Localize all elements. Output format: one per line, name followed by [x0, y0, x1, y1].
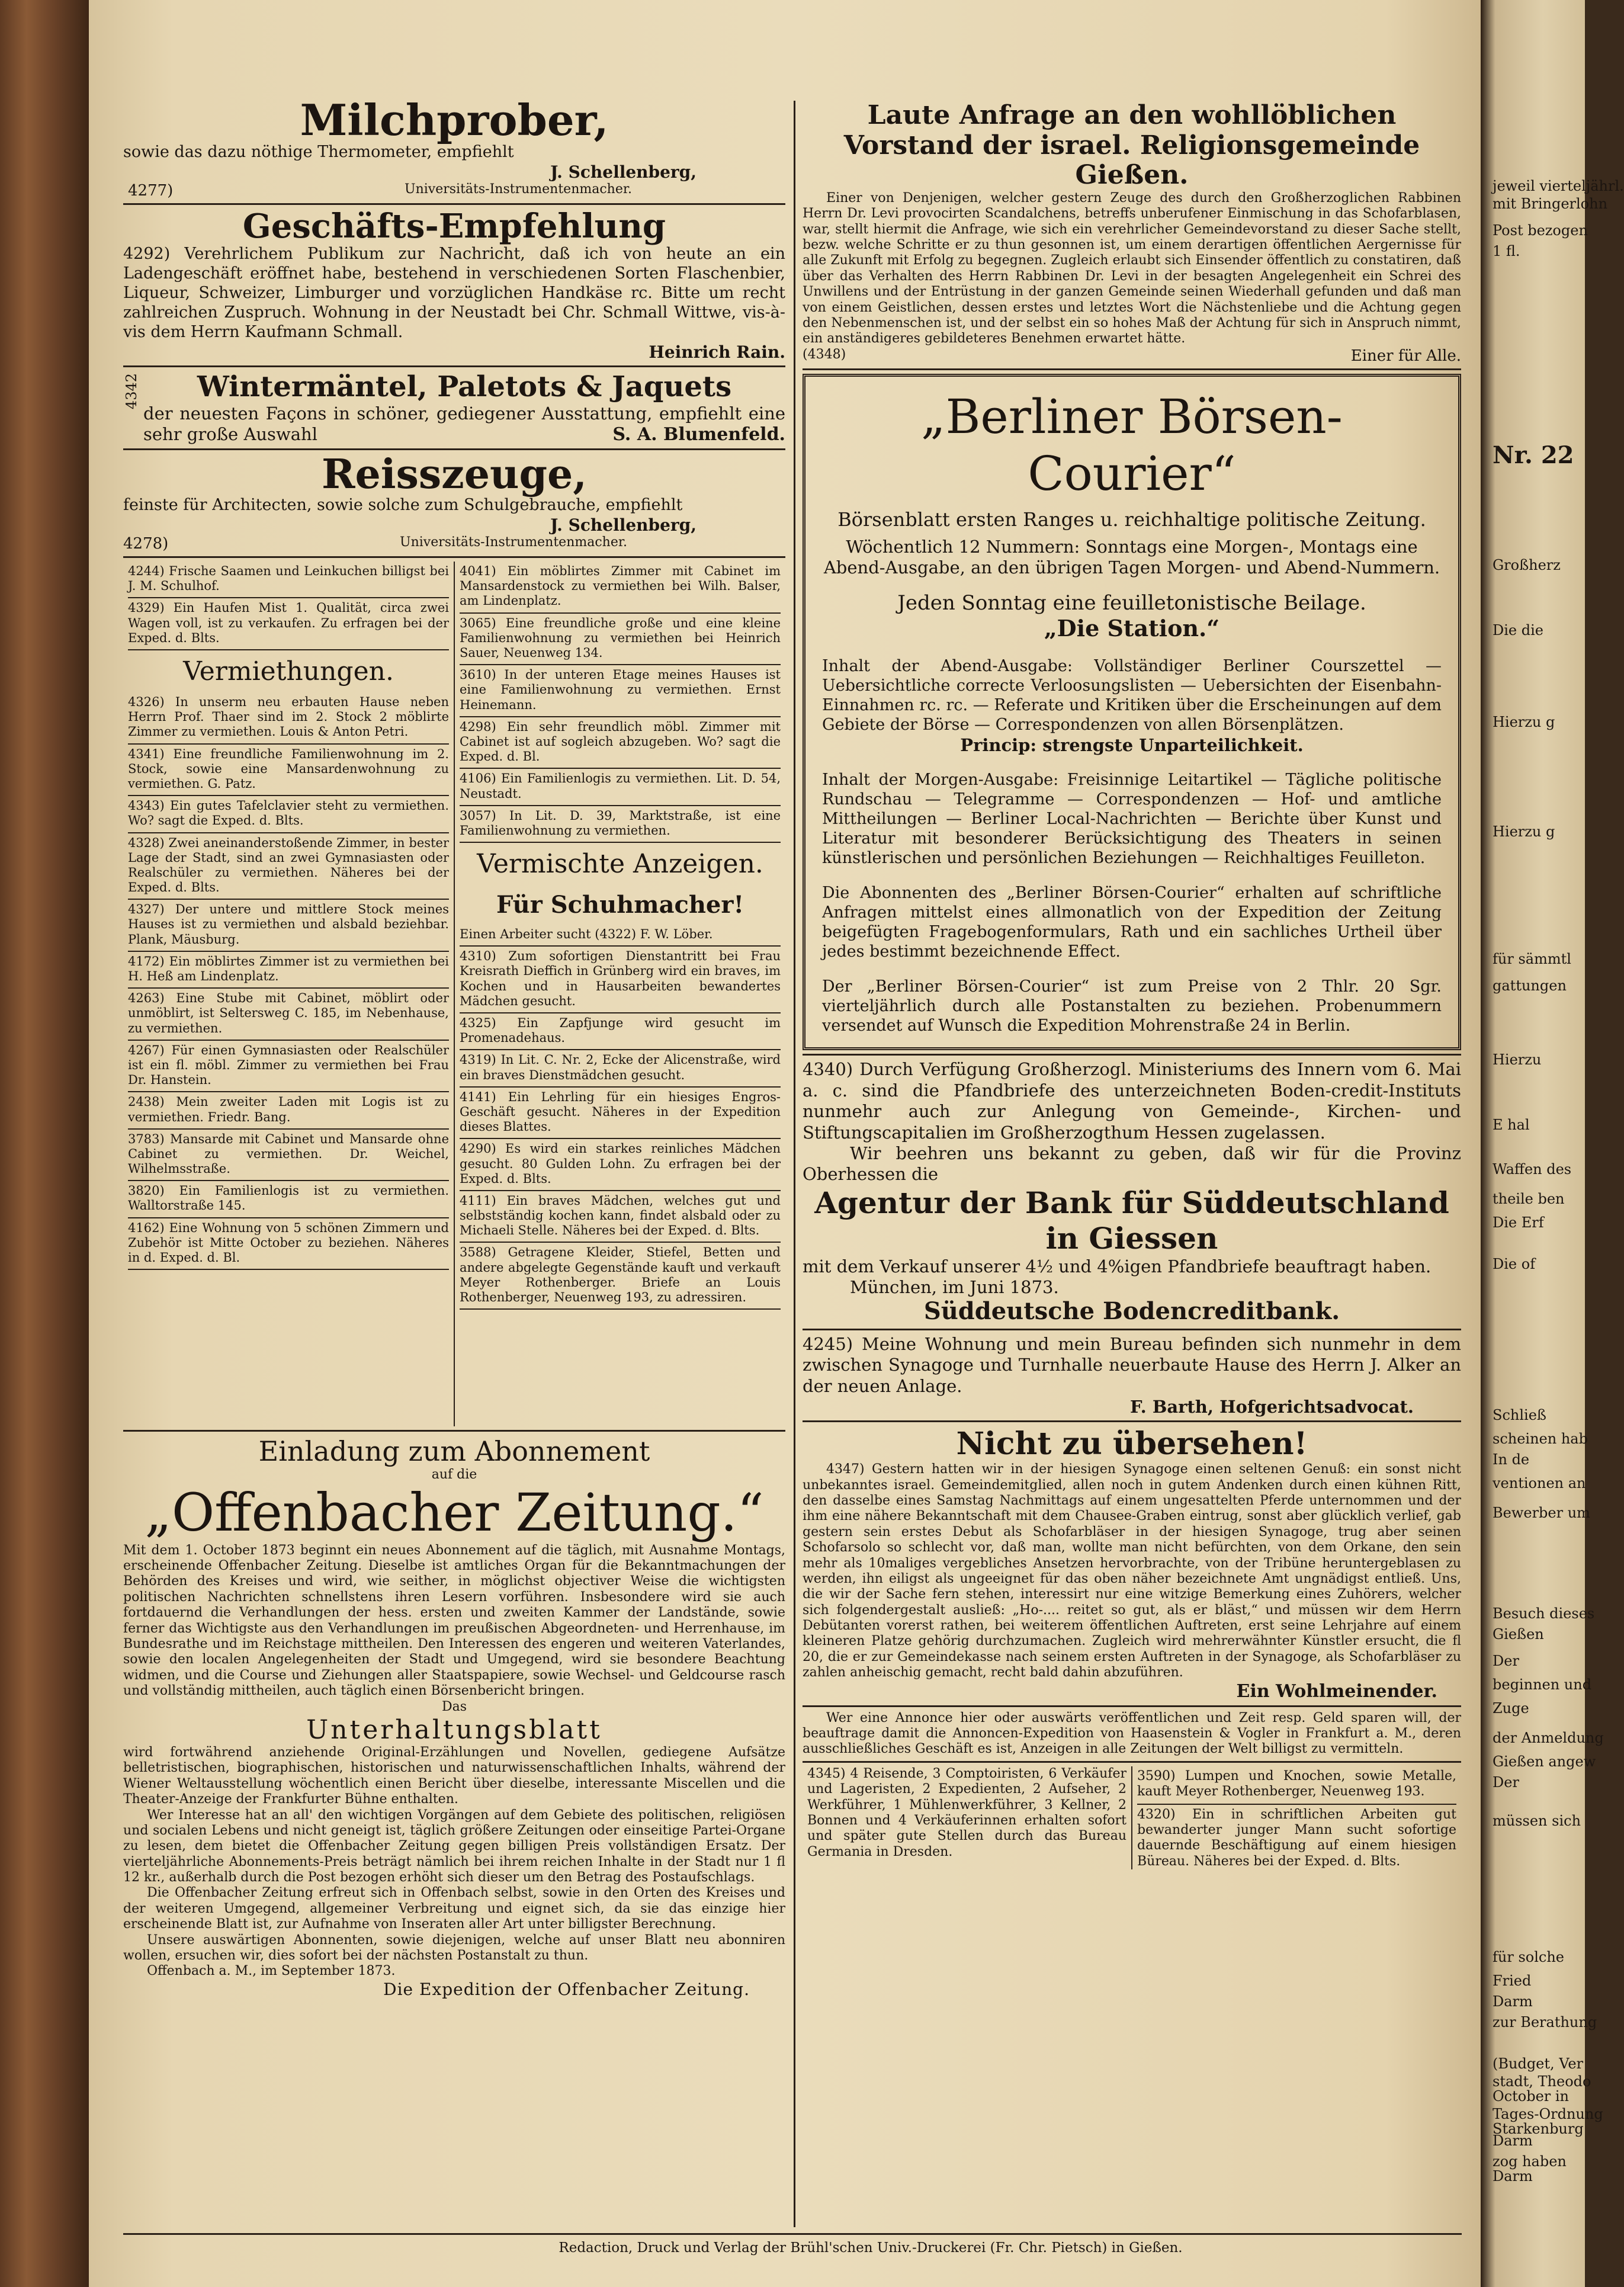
reiss-sub: Universitäts-Instrumentenmacher. [400, 535, 627, 550]
right-column [803, 101, 1461, 1869]
pfand-date: München, im Juni 1873. [850, 1277, 1059, 1298]
geschaefts-name: Heinrich Rain. [649, 342, 785, 362]
geschaefts-title: Geschäfts-Empfehlung [242, 206, 666, 246]
small-ad: 4343) Ein gutes Tafelclavier steht zu vermiethen. Wo? sagt die Exped. d. Blts. [128, 796, 449, 833]
small-ad: 4341) Eine freundliche Familienwohnung im 2. Stock, sowie eine Mansardenwohnung zu vermiethen. G. Patz. [128, 745, 449, 797]
fragment-line: müssen sich [1493, 1813, 1581, 1829]
einladung-paper: „Offenbacher Zeitung.“ [145, 1482, 764, 1544]
fragment-line: Schließ [1493, 1407, 1546, 1423]
boersen-weekly: Wöchentlich 12 Nummern: Sonntags eine Morgen-, Montags eine Abend-Ausgabe, an den übrigen Tagen Morgen- und Abend-Nummern. [823, 536, 1440, 578]
fragment-line: Bewerber um [1493, 1505, 1590, 1521]
einladung-ad [123, 1435, 785, 1999]
small-ad: 4141) Ein Lehrling für ein hiesiges Engros-Geschäft gesucht. Näheres in der Expedition dieses Blattes. [460, 1088, 781, 1140]
fragment-line: Darm [1493, 1993, 1533, 2010]
fragment-line: October in [1493, 2088, 1570, 2105]
milch-sub: Universitäts-Instrumentenmacher. [405, 181, 632, 197]
einladung-p2: wird fortwährend anziehende Original-Erzählungen und Novellen, gediegene Aufsätze belletristischen, biographischen, historischen und naturwissenschaftlichen Inhalts, während der Wiener Weltausstellung wöchentlich einen Bericht über dieselbe, interessante Miscellen und die Theater-Anzeige der Frankfurter Bühne enthalten. [123, 1744, 785, 1807]
milch-name: J. Schellenberg, [550, 162, 697, 182]
pfand-text3: mit dem Verkauf unserer 4½ und 4%igen Pfandbriefe beauftragt haben. [803, 1256, 1432, 1276]
fragment-line: Gießen [1493, 1626, 1544, 1643]
boersen-ad [803, 374, 1461, 1051]
anfrage-title: Laute Anfrage an den wohllöblichen Vorstand der israel. Religionsgemeinde Gießen. [843, 100, 1420, 191]
barth-ad [803, 1334, 1461, 1417]
fragment-line: 1 fl. [1493, 243, 1520, 259]
pfand-ad [803, 1059, 1461, 1325]
fragment-line: Die Erf [1493, 1214, 1544, 1231]
nicht-sign: Ein Wohlmeinender. [1236, 1680, 1437, 1702]
fragment-line: für solche [1493, 1949, 1564, 1965]
fragment-line: Die die [1493, 622, 1543, 639]
small-ad: 4111) Ein braves Mädchen, welches gut und selbstständig kochen kann, findet alsbald oder zu Michaeli Stelle. Näheres bei der Exped. d. Blts. [460, 1191, 781, 1243]
fragment-line: Die of [1493, 1256, 1536, 1272]
small-ad: 4298) Ein sehr freundlich möbl. Zimmer mit Cabinet ist auf sogleich abzugeben. Wo? sagt die Exped. d. Bl. [460, 717, 781, 769]
adjacent-page-fragment [1481, 0, 1624, 2287]
milch-title: Milchprober, [300, 95, 609, 145]
boersen-sunday: Jeden Sonntag eine feuilletonistische Beilage. [897, 591, 1366, 615]
fragment-line: gattungen [1493, 977, 1567, 994]
footer-divider [123, 2233, 1462, 2235]
small-ad: 4326) In unserm neu erbauten Hause neben Herrn Prof. Thaer sind im 2. Stock 2 möblirte Zimmer zu vermiethen. Louis & Anton Petri. [128, 692, 449, 745]
fragment-line: Hierzu g [1493, 823, 1555, 840]
fragment-line: Fried [1493, 1972, 1532, 1989]
small-ad: Vermischte Anzeigen. [477, 849, 763, 880]
boersen-princip: Princip: strengste Unparteilichkeit. [960, 735, 1304, 756]
einladung-sub: auf die [431, 1467, 477, 1483]
bottom-right-ad-1: 3590) Lumpen und Knochen, sowie Metalle, kauft Meyer Rothenberger, Neuenweg 193. [1137, 1766, 1456, 1805]
reiss-name: J. Schellenberg, [550, 515, 697, 535]
small-ad: 4327) Der untere und mittlere Stock meines Hauses ist zu vermiethen und alsbald beziehbar. Plank, Mäusburg. [128, 900, 449, 952]
fragment-line: theile ben [1493, 1191, 1565, 1207]
small-ads-grid [123, 562, 785, 1426]
anfrage-text: Einer von Denjenigen, welcher gestern Zeuge des durch den Großherzoglichen Rabbinen Herrn Dr. Levi provocirten Scandalchens, betreffs unberufener Einmischung in das Schofarblasen, war, stellt hiermit die Anfrage, wie sich ein verehrlicher Gemeindevorstand zu dieser Sache stellt, bezw. welche Schritte er zu thun gesonnen ist, um einem derartigen öffentlichen Aergernisse für alle Zukunft mit Erfolg zu begegnen. Zugleich erlaubt sich Einsender öffentlich zu constatiren, daß über das Verhalten des Herrn Rabbinen Dr. Levi in der besagten Angelegenheit ein Schrei des Unwillens und der Entrüstung in der ganzen Gemeinde seinen Wiederhall gefunden und daß man von einem Geistlichen, dessen erstes und letztes Wort die Nächstenliebe und die Achtung gegen den Nebenmenschen ist, und der selbst ein so hohes Maß der Achtung für sich in Anspruch nimmt, ein anständigeres gebildeteres Benehmen erwartet hätte. [803, 190, 1461, 347]
fragment-line: der Anmeldung [1493, 1730, 1604, 1746]
imprint-footer: Redaction, Druck und Verlag der Brühl'schen Univ.-Druckerei (Fr. Chr. Pietsch) in Gießen. [559, 2240, 1183, 2256]
einladung-das: Das [441, 1699, 467, 1714]
bottom-left-ad: 4345) 4 Reisende, 3 Comptoiristen, 6 Verkäufer und Lageristen, 2 Expedienten, 2 Aufseher, 2 Werkführer, 1 Mühlenwerkführer, 3 Kellner, 2 Bonnen und 4 Verkäuferinnen erhalten sofort und später gute Stellen durch das Bureau Germania in Dresden. [807, 1766, 1126, 1859]
book-binding [0, 0, 89, 2287]
fragment-line: Post bezogen [1493, 222, 1588, 239]
fragment-line: mit Bringerlohn [1493, 195, 1608, 212]
reiss-ad [123, 450, 785, 553]
boersen-title: „Berliner Börsen-Courier“ [921, 389, 1343, 501]
small-ad: 4329) Ein Haufen Mist 1. Qualität, circa zwei Wagen voll, ist zu verkaufen. Zu erfragen bei der Exped. d. Blts. [128, 598, 449, 650]
pfand-text: 4340) Durch Verfügung Großherzogl. Ministeriums des Innern vom 6. Mai a. c. sind die Pfandbriefe des unterzeichneten Boden-credit-Instituts nunmehr auch zur Anlegung von Gemeinde-, Kirchen- und Stiftungscapitalien im Großherzogthum Hessen zugelassen. [803, 1059, 1461, 1143]
bottom-right-ads [1131, 1766, 1461, 1869]
fragment-line: Hierzu [1493, 1051, 1542, 1068]
small-ad: 4162) Eine Wohnung von 5 schönen Zimmern und Zubehör ist Mitte October zu beziehen. Näheres in d. Exped. d. Bl. [128, 1218, 449, 1271]
small-ad: 4172) Ein möblirtes Zimmer ist zu vermiethen bei H. Heß am Lindenplatz. [128, 952, 449, 989]
boersen-morgen: Inhalt der Morgen-Ausgabe: Freisinnige Leitartikel — Tägliche politische Rundschau — Telegramme — Correspondenzen — Hof- und amtliche Mittheilungen — Berliner Local-Nachrichten — Berichte über Kunst und Literatur mit besonderer Berücksichtigung des Theaters in seinen künstlerischen und persönlichen Beziehungen — Reichhaltiges Feuilleton. [822, 771, 1442, 867]
geschaefts-ad [123, 206, 785, 362]
einladung-unterh: Unterhaltungsblatt [306, 1714, 602, 1745]
anfrage-num: (4348) [803, 347, 846, 362]
small-ads-right [454, 562, 785, 1426]
einladung-p4: Die Offenbacher Zeitung erfreut sich in Offenbach selbst, sowie in den Orten des Kreises und der weiteren Umgegend, allgemeiner Verbreitung und eignet sich, da sie das einzige hier erscheinende Blatt ist, zur Aufnahme von Inseraten aller Art unter billigster Berechnung. [123, 1885, 785, 1932]
fragment-line: zog haben [1493, 2153, 1567, 2170]
small-ad: 4267) Für einen Gymnasiasten oder Realschüler ist ein fl. möbl. Zimmer zu vermiethen bei Frau Dr. Hanstein. [128, 1041, 449, 1093]
fragment-line: Nr. 22 [1493, 441, 1574, 469]
boersen-station: „Die Station.“ [1044, 615, 1220, 642]
pfand-text2: Wir beehren uns bekannt zu geben, daß wir für die Provinz Oberhessen die [803, 1143, 1461, 1185]
reiss-title: Reisszeuge, [322, 450, 587, 498]
small-ad: 4325) Ein Zapfjunge wird gesucht im Promenadehaus. [460, 1013, 781, 1050]
left-column [123, 95, 785, 1999]
small-ad: Vermiethungen. [183, 656, 394, 687]
small-ad: 3820) Ein Familienlogis ist zu vermiethen. Walltorstraße 145. [128, 1181, 449, 1218]
winter-title: Wintermäntel, Paletots & Jaquets [197, 370, 732, 403]
small-ad: 4244) Frische Saamen und Leinkuchen billigst bei J. M. Schulhof. [128, 562, 449, 598]
small-ad: 4328) Zwei aneinanderstoßende Zimmer, in bester Lage der Stadt, sind an zwei Gymnasiasten oder Realschüler zu vermiethen. Näheres bei der Exped. d. Blts. [128, 833, 449, 900]
boersen-abonn: Die Abonnenten des „Berliner Börsen-Courier“ erhalten auf schriftliche Anfragen mittelst eines allmonatlich von der Expedition der Zeitung beigefügten Fragebogenformulars, Rath und ein sachliches Urtheil über jedes bestimmt bezeichnende Effect. [822, 883, 1442, 961]
winter-text: der neuesten Façons in schöner, gediegener Ausstattung, empfiehlt eine sehr große Auswahl [143, 403, 785, 445]
newspaper-page [89, 0, 1498, 2287]
bottom-ads [803, 1766, 1461, 1869]
boersen-abend: Inhalt der Abend-Ausgabe: Vollständiger Berliner Courszettel — Uebersichtliche correcte Verloosungslisten — Uebersichten der Eisenbahn-Einnahmen rc. rc. — Referate und Kritiken über die Erscheinungen auf dem Gebiete der Börse — Correspondenzen von allen Börsenplätzen. [822, 657, 1442, 734]
winter-num: 4342 [123, 373, 140, 409]
column-divider [794, 101, 795, 2227]
small-ad: 4310) Zum sofortigen Dienstantritt bei Frau Kreisrath Dieffich in Grünberg wird ein braves, im Kochen und in Hausarbeiten bewandertes Mädchen gesucht. [460, 947, 781, 1013]
fragment-line: Großherz [1493, 557, 1561, 573]
fragment-line: Der [1493, 1653, 1519, 1669]
milch-text: sowie das dazu nöthige Thermometer, empfiehlt [123, 142, 514, 161]
fragment-line: Starkenburg [1493, 2121, 1584, 2137]
fragment-line: Gießen angew [1493, 1753, 1596, 1770]
nicht-ad [803, 1426, 1461, 1701]
small-ad: 3065) Eine freundliche große und eine kleine Familienwohnung zu vermiethen bei Heinrich Sauer, Neuenweg 134. [460, 614, 781, 666]
einladung-p3: Wer Interesse hat an all' den wichtigen Vorgängen auf dem Gebiete des politischen, religiösen und socialen Lebens und nicht geneigt ist, täglich größere Zeitungen oder einseitige Partei-Organe zu lesen, dem bietet die Offenbacher Zeitung gegen billigen Preis vollständigen Ersatz. Der vierteljährliche Abonnements-Preis beträgt nämlich bei ihrem reichen Inhalte in der Stadt nur 1 fl 12 kr., außerhalb durch die Post bezogen erhöht sich dieser um den Betrag des Postaufschlags. [123, 1807, 785, 1885]
fragment-line: für sämmtl [1493, 951, 1571, 967]
small-ad: 4319) In Lit. C. Nr. 2, Ecke der Alicenstraße, wird ein braves Dienstmädchen gesucht. [460, 1050, 781, 1087]
small-ad: 3057) In Lit. D. 39, Marktstraße, ist eine Familienwohnung zu vermiethen. [460, 806, 781, 843]
fragment-line: Hierzu g [1493, 714, 1555, 730]
einladung-p5: Unsere auswärtigen Abonnenten, sowie diejenigen, welche auf unser Blatt neu abonniren wollen, ersuchen wir, dies sofort bei der nächsten Postanstalt zu thun. [123, 1932, 785, 1964]
fragment-line: stadt, Theodo [1493, 2073, 1591, 2090]
einladung-date: Offenbach a. M., im September 1873. [147, 1964, 396, 1979]
geschaefts-text: 4292) Verehrlichem Publikum zur Nachricht, daß ich von heute an ein Ladengeschäft eröffnet habe, bestehend in verschiedenen Sorten Flaschenbier, Liqueur, Schweizer, Limburger und vorzüglichen Handkäse rc. Bitte um recht zahlreichen Zuspruch. Wohnung in der Neustadt bei Chr. Schmall Wittwe, vis-à-vis dem Herrn Kaufmann Schmall. [123, 245, 785, 341]
small-ad: 4106) Ein Familienlogis zu vermiethen. Lit. D. 54, Neustadt. [460, 769, 781, 806]
fragment-line: Besuch dieses [1493, 1605, 1595, 1622]
small-ad: 3588) Getragene Kleider, Stiefel, Betten und andere abgelegte Gegenstände kauft und verkauft Meyer Rothenberger. Briefe an Louis Rothenberger, Neuenweg 193, zu adressiren. [460, 1243, 781, 1310]
fragment-line: beginnen und [1493, 1676, 1592, 1693]
anfrage-ad [803, 101, 1461, 365]
pfand-agentur: Agentur der Bank für Süddeutschland in Giessen [814, 1185, 1449, 1256]
small-ad: Für Schuhmacher! [496, 891, 744, 919]
winter-ad [123, 371, 785, 445]
bottom-right-ad-2: 4320) Ein in schriftlichen Arbeiten gut bewanderter junger Mann sucht sofortige dauernde Beschäftigung auf einem hiesigen Büreau. Näheres bei der Exped. d. Blts. [1137, 1807, 1456, 1869]
fragment-line: Zuge [1493, 1700, 1529, 1717]
boersen-preis: Der „Berliner Börsen-Courier“ ist zum Preise von 2 Thlr. 20 Sgr. vierteljährlich durch alle Postanstalten zu beziehen. Probenummern versendet auf Wunsch die Expedition Mohrenstraße 24 in Berlin. [822, 977, 1442, 1035]
fragment-line: Tages-Ordnung [1493, 2106, 1603, 2122]
small-ad: 2438) Mein zweiter Laden mit Logis ist zu vermiethen. Friedr. Bang. [128, 1092, 449, 1129]
fragment-line: zur Berathung [1493, 2014, 1597, 2031]
small-ad: 4263) Eine Stube mit Cabinet, möblirt oder unmöblirt, ist Seltersweg C. 185, im Nebenhause, zu vermiethen. [128, 989, 449, 1041]
nicht-title: Nicht zu übersehen! [956, 1426, 1308, 1462]
einladung-title: Einladung zum Abonnement [258, 1435, 650, 1468]
fragment-line: Darm [1493, 2168, 1533, 2185]
fragment-line: jeweil vierteljährl. [1493, 178, 1624, 194]
fragment-line: E hal [1493, 1117, 1530, 1133]
barth-text: 4245) Meine Wohnung und mein Bureau befinden sich nunmehr in dem zwischen Synagoge und Turnhalle neuerbaute Hause des Herrn J. Alker an der neuen Anlage. [803, 1334, 1461, 1396]
small-ad: 4041) Ein möblirtes Zimmer mit Cabinet im Mansardenstock zu vermiethen bei Wilh. Balser, am Lindenplatz. [460, 562, 781, 614]
boersen-sub: Börsenblatt ersten Ranges u. reichhaltige politische Zeitung. [837, 508, 1426, 531]
fragment-line: Der [1493, 1774, 1519, 1791]
fragment-line: (Budget, Ver [1493, 2055, 1584, 2072]
fragment-line: Darm [1493, 2132, 1533, 2149]
anfrage-sign: Einer für Alle. [1350, 347, 1461, 365]
winter-name: S. A. Blumenfeld. [612, 424, 785, 445]
small-ad: 4290) Es wird ein starkes reinliches Mädchen gesucht. 80 Gulden Lohn. Zu erfragen bei der Exped. d. Blts. [460, 1139, 781, 1191]
pfand-sign: Süddeutsche Bodencreditbank. [923, 1297, 1340, 1326]
reiss-text: feinste für Architecten, sowie solche zum Schulgebrauche, empfiehlt [123, 496, 683, 515]
fragment-line: In de [1493, 1451, 1530, 1468]
milch-num: 4277) [128, 181, 174, 200]
barth-sign: F. Barth, Hofgerichtsadvocat. [1129, 1397, 1414, 1417]
milch-ad [123, 95, 785, 200]
einladung-p1: Mit dem 1. October 1873 beginnt ein neues Abonnement auf die täglich, mit Ausnahme Montags, erscheinende Offenbacher Zeitung. Dieselbe ist amtliches Organ für die Bekanntmachungen der Behörden des Kreises und wird, wie seither, in möglichst objectiver Weise die wichtigsten politischen Nachrichten schnellstens ihren Lesern vorführen. Insbesondere wird sie auch fortdauernd die Verhandlungen der hess. ersten und zweiten Kammer der Landstände, sowie ferner das Wichtigste aus den Verhandlungen im preußischen Abgeordneten- und Herrenhause, im Bundesrathe und im Reichstage mittheilen. Den Interessen des engeren und weiteren Vaterlandes, sowie den localen Angelegenheiten der Stadt und Umgegend, wird sie besondere Beachtung widmen, und die Course und Ziehungen aller Staatspapiere, sowie Wechsel- und Geldcourse rasch und vollständig mittheilen, auch täglich einen Börsenbericht bringen. [123, 1542, 785, 1699]
small-ad: 3610) In der unteren Etage meines Hauses ist eine Familienwohnung zu vermiethen. Ernst Heinemann. [460, 665, 781, 717]
small-ads-left [123, 562, 454, 1426]
fragment-line: Waffen des [1493, 1161, 1572, 1178]
fragment-line: scheinen hab [1493, 1430, 1588, 1447]
einladung-sign: Die Expedition der Offenbacher Zeitung. [383, 1979, 750, 1999]
small-ad: 3783) Mansarde mit Cabinet und Mansarde ohne Cabinet zu vermiethen. Dr. Weichel, Wilhelmsstraße. [128, 1130, 449, 1182]
annonce-text: Wer eine Annonce hier oder auswärts veröffentlichen und Zeit resp. Geld sparen will, der beauftrage damit die Annoncen-Expedition von Haasenstein & Vogler in Frankfurt a. M., deren ausschließliches Geschäft es ist, Anzeigen in alle Zeitungen der Welt billigst zu vermitteln. [803, 1710, 1461, 1757]
fragment-line: ventionen an [1493, 1475, 1586, 1491]
nicht-text: 4347) Gestern hatten wir in der hiesigen Synagoge einen seltenen Genuß: ein sonst nicht unbekanntes israel. Gemeindemitglied, allen noch in gutem Andenken durch einen kühnen Ritt, den dasselbe eines Samstag Nachmittags auf einem ungesattelten Pferde unternommen und der ihm eine nähere Bekanntschaft mit dem Chausee-Graben eintrug, sonst aber glücklich verlief, gab gestern sein erstes Debut als Schofarbläser in der hiesigen Synagoge, trug aber seinen Schofarsolo so schlecht vor, daß man, wollte man nicht befürchten, von dem Orkane, den sein mehr als 10maliges vergebliches Ansetzen hervorbrachte, von der Tribüne heruntergeblasen zu werden, ihn eiligst als ungeeignet für das oben näher bezeichnete Amt ungnädigst entließ. Uns, die wir der Sache fern stehen, interessirt nur eine witzige Bemerkung eines Zuhörers, welcher sich folgendergestalt ausließ: „Ho-.... reitet so gut, als er bläst,“ und müssen wir dem Herrn Debütanten vorerst rathen, bei weiterem öffentlichen Auftreten, erst seine Lehrjahre auf einem kleineren Platze gehörig durchzumachen. Zugleich wird mehrerwähnter Künstler ersucht, die fl 20, die er zur Gemeindekasse nach seinem ersten Auftreten in der Synagoge, als Schofarbläser zu zahlen anheischig gemacht, recht bald dahin abzuführen. [803, 1462, 1461, 1680]
reiss-num: 4278) [123, 535, 169, 553]
small-ad: Einen Arbeiter sucht (4322) F. W. Löber. [460, 925, 781, 947]
